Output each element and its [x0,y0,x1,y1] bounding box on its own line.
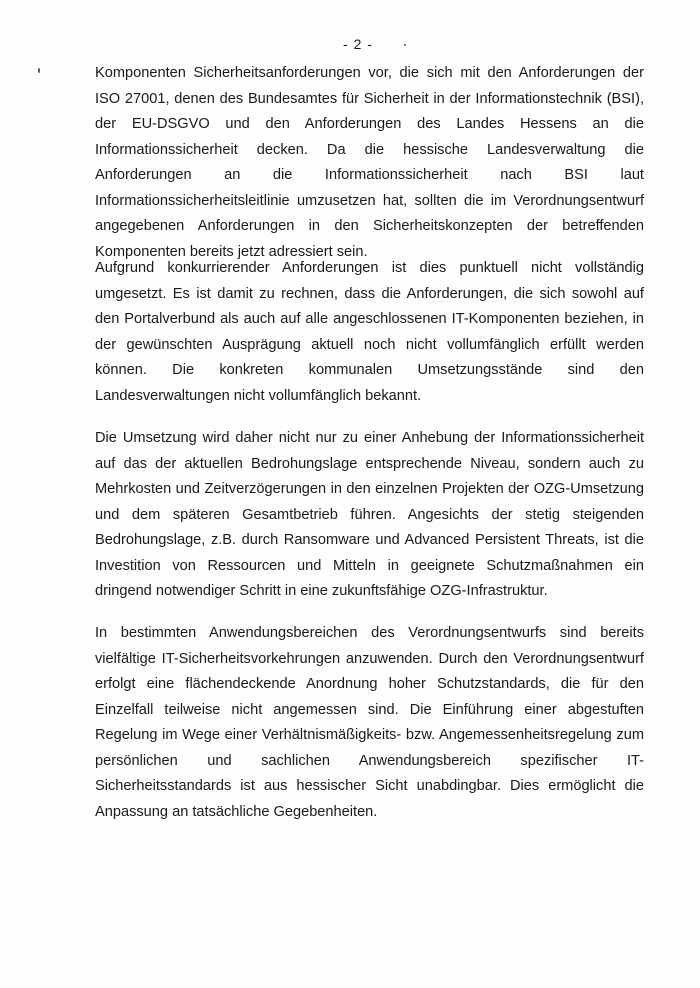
scan-speck [404,44,406,46]
scan-speck [38,68,40,73]
paragraph-3: Die Umsetzung wird daher nicht nur zu einer Anhebung der Informationssicherheit auf das der aktuellen Bedrohungslage entsprechende Niveau, sondern auch zu Mehrkosten und Zeitverzögerungen in den einzelnen Projekten der OZG-Umsetzung und dem späteren Gesamtbetrieb führen. Angesichts der stetig steigenden Bedrohungslage, z.B. durch Ransomware und Advanced Persistent Threats, ist die Investition von Ressourcen und Mitteln in geeignete Schutzmaßnahmen ein dringend notwendiger Schritt in eine zukunftsfähige OZG-Infrastruktur. [95,430,644,599]
paragraph-4: In bestimmten Anwendungsbereichen des Verordnungsentwurfs sind bereits vielfältige IT-Sicherheitsvorkehrungen anzuwenden. Durch den Verordnungsentwurf erfolgt eine flächendeckende Anordnung hoher Schutzstandards, die für den Einzelfall teilweise nicht angemessen sind. Die Einführung einer abgestuften Regelung im Wege einer Verhältnismäßigkeits- bzw. Angemessenheitsregelung zum persönlichen und sachlichen Anwendungsbereich spezifischer IT-Sicherheitsstandards ist aus hessischer Sicht unabdingbar. Dies ermöglicht die Anpassung an tatsächliche Gegebenheiten. [95,625,644,820]
paragraph-1: Komponenten Sicherheitsanforderungen vor, die sich mit den Anforderungen der ISO 27001, denen des Bundesamtes für Sicherheit in der Informationstechnik (BSI), der EU-DSGVO und den Anforderungen des Landes Hessens an die Informationssicherheit decken. Da die hessische Landesverwaltung die Anforderungen an die Informationssicherheit nach BSI laut Informationssicherheitsleitlinie umzusetzen hat, sollten die im Verordnungsentwurf angegebenen Anforderungen in den Sicherheitskonzepten der betreffenden Komponenten bereits jetzt adressiert sein. [95,65,644,260]
page-number: - 2 - [343,36,373,52]
paragraph-2: Aufgrund konkurrierender Anforderungen ist dies punktuell nicht vollständig umgesetzt. Es ist damit zu rechnen, dass die Anforderungen, die sich sowohl auf den Portalverbund als auch auf alle angeschlossenen IT-Komponenten beziehen, in der gewünschten Ausprägung aktuell noch nicht vollumfänglich erfüllt werden können. Die konkreten kommunalen Umsetzungsstände sind den Landesverwaltungen nicht vollumfänglich bekannt. [95,260,644,404]
